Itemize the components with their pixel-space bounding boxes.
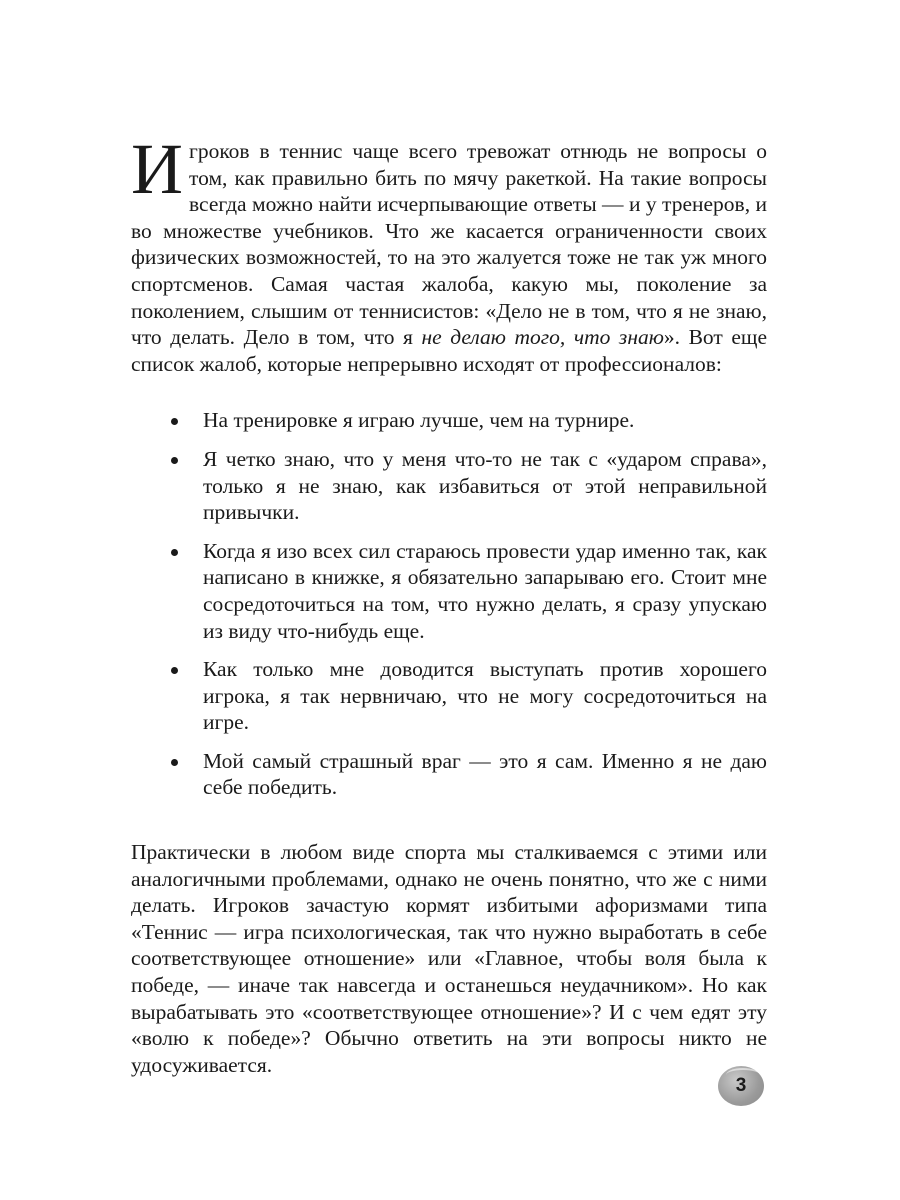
bullet-icon [171, 667, 178, 674]
list-item [131, 656, 767, 736]
list-item-text: Я четко знаю, что у меня что-то не так с «ударом справа», только я не знаю, как избавиться от этой неправильной привычки. [203, 446, 767, 525]
bullet-icon [171, 549, 178, 556]
page-body [131, 129, 767, 1078]
drop-cap: И [131, 129, 183, 209]
intro-text-italic: не делаю того, что знаю [421, 325, 664, 350]
list-item-text: На тренировке я играю лучше, чем на турнире. [203, 408, 635, 433]
list-item [131, 538, 767, 644]
page-number: 3 [735, 1075, 747, 1096]
bullet-icon [171, 418, 178, 425]
complaints-list [131, 407, 767, 801]
intro-text-b: ». Вот еще список жалоб, которые непрерывно исходят от профессионалов: [131, 325, 767, 376]
list-item [131, 446, 767, 526]
bullet-icon [171, 759, 178, 766]
closing-paragraph: Практически в любом виде спорта мы сталкиваемся с этими или аналогичными проблемами, однако не очень понятно, что же с ними делать. Игроков зачастую кормят избитыми афоризмами типа «Теннис — игра психологическая, так что нужно выработать в себе соответствующее отношение» или «Главное, чтобы воля была к победе, — иначе так навсегда и останешься неудачником». Но как вырабатывать это «соответствующее отношение»? И с чем едят эту «волю к победе»? Обычно ответить на эти вопросы никто не удосуживается. [131, 840, 767, 1077]
page-number-badge [718, 1066, 764, 1106]
bullet-icon [171, 457, 178, 464]
list-item-text: Мой самый страшный враг — это я сам. Именно я не даю себе победить. [203, 748, 767, 800]
list-item-text: Как только мне доводится выступать против хорошего игрока, я так нервничаю, что не могу сосредоточиться на игре. [203, 657, 767, 735]
intro-text-a: гроков в теннис чаще всего тревожат отнюдь не вопросы о том, как правильно бить по мячу ракеткой. На такие вопросы всегда можно найти исчерпывающие ответы — и у тренеров, и во множестве учебников. Что же касается ограниченности своих физических возможностей, то на это жалуется тоже не так уж много спортсменов. Самая частая жалоба, какую мы, поколение за поколением, слышим от теннисистов: «Дело не в том, что я не знаю, что делать. Дело в том, что я [131, 139, 767, 350]
list-item [131, 407, 767, 434]
list-item-text: Когда я изо всех сил стараюсь провести удар именно так, как написано в книжке, я обязательно запарываю его. Стоит мне сосредоточиться на том, что нужно делать, я сразу упускаю из виду что-нибудь еще. [203, 538, 767, 643]
intro-paragraph [131, 129, 767, 377]
list-item [131, 748, 767, 801]
